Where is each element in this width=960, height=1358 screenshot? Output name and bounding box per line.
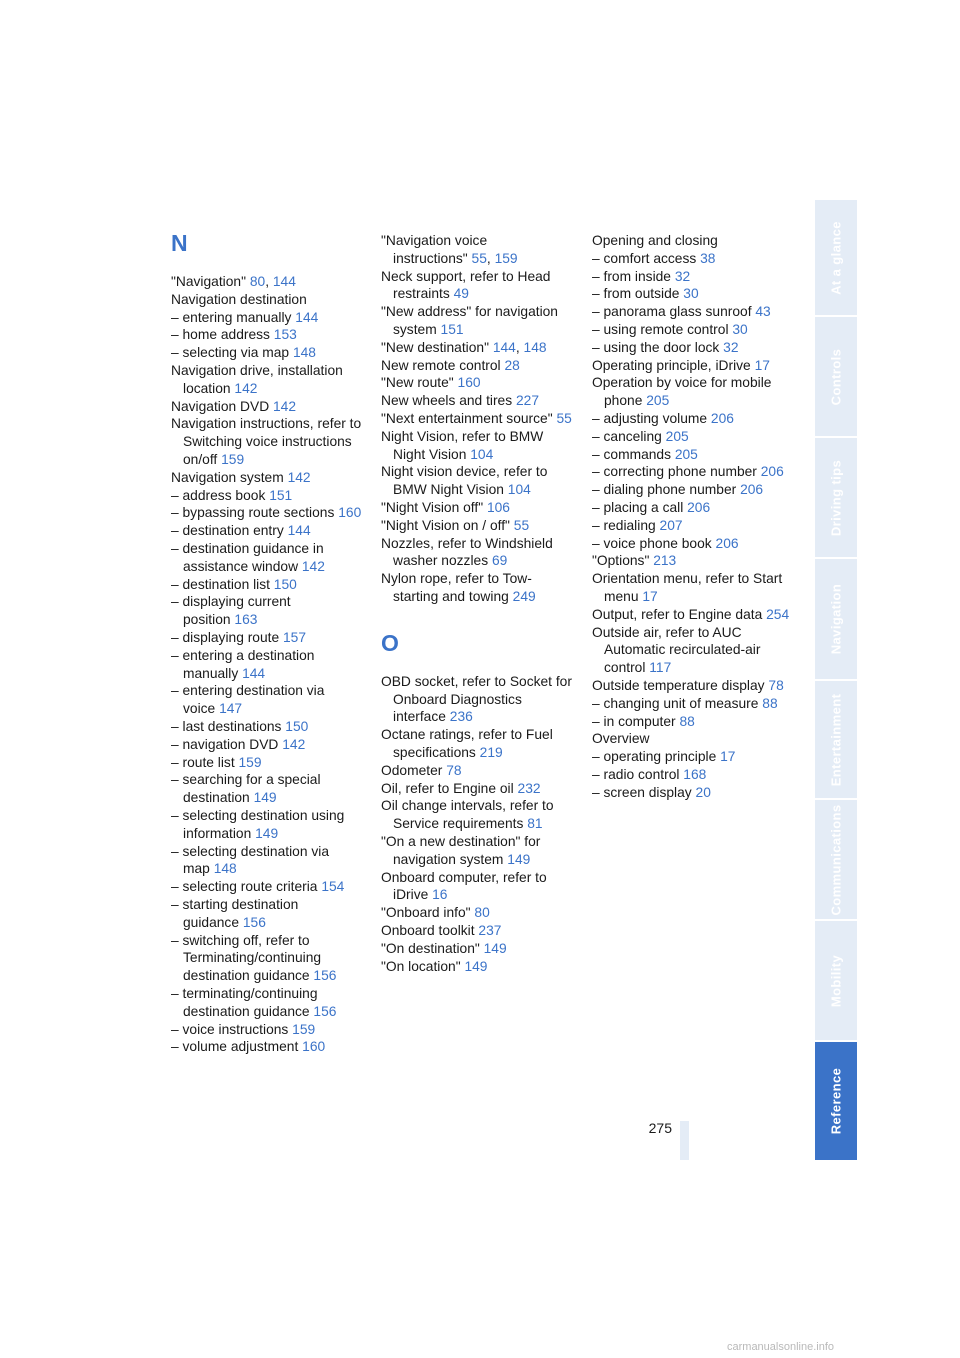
index-entry-text: Orientation menu, refer to Start menu bbox=[592, 571, 783, 604]
page-reference-link[interactable]: 149 bbox=[483, 940, 507, 956]
index-entry-text: Night Vision, refer to BMW Night Vision bbox=[381, 428, 544, 462]
index-entry-text: – operating principle bbox=[592, 749, 717, 765]
index-entry-text: – searching for a special destination bbox=[171, 772, 321, 806]
index-entry bbox=[592, 374, 797, 410]
index-entry bbox=[592, 463, 797, 481]
index-entry-text: New wheels and tires bbox=[381, 393, 513, 409]
page-reference-link[interactable]: 206 bbox=[710, 411, 734, 426]
index-entry-text: Outside air, refer to AUC Automatic recirculated-air control bbox=[592, 624, 761, 676]
index-entry-text: "On destination" bbox=[381, 940, 480, 956]
index-entry bbox=[171, 576, 366, 594]
page-reference-link[interactable]: 227 bbox=[515, 393, 540, 409]
index-entry-text: Operating principle, iDrive bbox=[592, 357, 751, 373]
index-entry-text: – destination entry bbox=[171, 523, 284, 539]
section-tab-driving-tips[interactable] bbox=[815, 436, 857, 557]
index-entry-text: "On location" bbox=[381, 958, 461, 974]
index-entry bbox=[381, 392, 576, 410]
index-entry-text: – home address bbox=[171, 327, 270, 343]
section-tab-label: Communications bbox=[828, 803, 844, 916]
index-entry bbox=[592, 730, 797, 748]
page-reference-link[interactable]: 55 bbox=[556, 411, 572, 426]
index-entry bbox=[592, 713, 797, 731]
index-entry bbox=[171, 682, 366, 718]
index-entry bbox=[592, 677, 797, 695]
index-entry bbox=[592, 428, 797, 446]
index-entry bbox=[171, 718, 366, 736]
index-entry-text: – entering a destination manually bbox=[171, 647, 315, 681]
page-reference-link[interactable]: 159 bbox=[494, 250, 518, 266]
page-reference-link[interactable]: 117 bbox=[649, 660, 672, 676]
index-entry bbox=[381, 517, 576, 535]
page-reference-link[interactable]: 55 bbox=[513, 517, 530, 533]
section-tab-label: Controls bbox=[828, 348, 844, 405]
index-entry bbox=[171, 896, 366, 932]
page-reference-link[interactable]: 168 bbox=[683, 767, 707, 782]
index-entry bbox=[171, 1021, 366, 1039]
index-entry bbox=[171, 1038, 366, 1056]
index-entry bbox=[592, 517, 797, 535]
page-reference-link[interactable]: 150 bbox=[273, 576, 297, 592]
index-entry bbox=[381, 499, 576, 517]
page-reference-link[interactable]: 81 bbox=[527, 816, 543, 832]
index-letter-heading: N bbox=[171, 230, 188, 256]
index-entry bbox=[592, 285, 797, 303]
page-reference-link[interactable]: 38 bbox=[700, 250, 716, 266]
index-entry bbox=[171, 469, 366, 487]
index-entry-text: Navigation DVD bbox=[171, 398, 270, 414]
index-entry bbox=[171, 309, 366, 327]
index-entry bbox=[592, 232, 797, 250]
index-entry-text: Neck support, refer to Head restraints bbox=[381, 268, 551, 302]
index-entry bbox=[171, 487, 366, 505]
index-entry bbox=[381, 268, 576, 304]
index-entry bbox=[592, 552, 797, 570]
watermark: carmanualsonline.info bbox=[727, 1341, 835, 1353]
section-tab-at-a-glance[interactable] bbox=[815, 198, 857, 315]
index-entry-text: – entering destination via voice bbox=[171, 683, 325, 717]
section-tab-label: Entertainment bbox=[828, 693, 844, 786]
index-entry bbox=[381, 570, 576, 606]
page-reference-link[interactable]: 148 bbox=[213, 861, 237, 877]
index-entry bbox=[381, 797, 576, 833]
page-reference-link[interactable]: 55 bbox=[471, 250, 487, 266]
section-tabs bbox=[815, 198, 857, 1160]
index-entry-text: – panorama glass sunroof bbox=[592, 304, 752, 320]
page-reference-link[interactable]: 205 bbox=[665, 428, 689, 444]
index-entry-text: – terminating/continuing destination guidance bbox=[171, 986, 318, 1019]
index-entry bbox=[171, 843, 366, 879]
section-tab-label: At a glance bbox=[828, 220, 844, 295]
index-entry-text: New remote control bbox=[381, 357, 501, 373]
index-entry bbox=[592, 766, 797, 784]
page-reference-link[interactable]: 49 bbox=[453, 286, 469, 302]
index-entry-text: – displaying route bbox=[171, 630, 280, 645]
page-reference-link[interactable]: 17 bbox=[754, 357, 770, 373]
page-reference-link[interactable]: 69 bbox=[491, 553, 508, 569]
index-entry bbox=[171, 985, 366, 1021]
page-reference-link[interactable]: 149 bbox=[507, 851, 531, 867]
section-tab-communications[interactable] bbox=[815, 798, 857, 919]
index-entry bbox=[592, 570, 797, 606]
index-entry bbox=[171, 629, 366, 647]
index-entry-text: – bypassing route sections bbox=[171, 505, 335, 521]
index-entry-text: Opening and closing bbox=[592, 233, 718, 248]
index-entry-text: "Navigation voice instructions" bbox=[381, 233, 488, 266]
index-entry-text: – comfort access bbox=[592, 250, 697, 266]
page-reference-link[interactable]: 142 bbox=[301, 558, 325, 574]
index-entry-text: "Navigation" bbox=[171, 274, 246, 289]
section-tab-label: Driving tips bbox=[828, 459, 844, 536]
section-tab-mobility[interactable] bbox=[815, 919, 857, 1040]
index-entry: "Navigation" 80, 144 bbox=[171, 274, 296, 289]
index-entry bbox=[381, 726, 576, 762]
index-entry-text: – screen display bbox=[592, 784, 692, 800]
index-entry-text: OBD socket, refer to Socket for Onboard Diagnostics interface bbox=[381, 673, 572, 725]
index-entry bbox=[171, 398, 366, 416]
page-reference-link[interactable]: 144 bbox=[242, 665, 266, 681]
index-entry bbox=[592, 321, 797, 339]
page-reference-link[interactable]: 144 bbox=[492, 339, 516, 355]
index-entry-text: – route list bbox=[171, 754, 235, 770]
page-reference-link[interactable]: 104 bbox=[470, 446, 494, 462]
page-reference-link[interactable]: 207 bbox=[659, 517, 683, 533]
page-number-bar bbox=[680, 1121, 689, 1160]
index-entry bbox=[592, 535, 797, 553]
page-reference-link[interactable]: 30 bbox=[683, 286, 699, 302]
index-entry bbox=[381, 833, 576, 869]
index-entry: "Navigation voice instructions" 55, 159 bbox=[381, 233, 518, 266]
index-entry-text: – radio control bbox=[592, 767, 680, 782]
index-entry-text: Octane ratings, refer to Fuel specifications bbox=[381, 727, 553, 760]
page-reference-link[interactable]: 159 bbox=[221, 451, 245, 467]
index-entry-text: – from outside bbox=[592, 286, 680, 302]
page-reference-link[interactable]: 159 bbox=[292, 1021, 316, 1037]
section-tab-label: Mobility bbox=[828, 954, 844, 1007]
page-reference-link[interactable]: 20 bbox=[695, 784, 711, 800]
index-entry-text: "Night Vision on / off" bbox=[381, 517, 510, 533]
page-reference-link[interactable]: 160 bbox=[457, 375, 481, 391]
page-reference-link[interactable]: 43 bbox=[755, 304, 771, 320]
index-entry-text: – canceling bbox=[592, 428, 662, 444]
index-entry-text: "On a new destination" for navigation system bbox=[381, 834, 541, 867]
index-entry bbox=[592, 624, 797, 677]
page-reference-link[interactable]: 78 bbox=[446, 762, 462, 778]
index-entry-text: – destination guidance in assistance window bbox=[171, 541, 324, 574]
index-entry bbox=[381, 780, 576, 798]
index-entry bbox=[171, 291, 366, 309]
index-entry-text: Odometer bbox=[381, 762, 443, 778]
page-reference-link[interactable]: 80 bbox=[474, 905, 490, 921]
index-entry bbox=[171, 522, 366, 540]
index-entry bbox=[381, 463, 576, 499]
page-reference-link[interactable]: 149 bbox=[253, 790, 277, 806]
page-reference-link[interactable]: 206 bbox=[740, 482, 764, 498]
index-entry-text: – redialing bbox=[592, 517, 656, 533]
index-entry bbox=[592, 303, 797, 321]
index-entry bbox=[171, 771, 366, 807]
index-entry-text: Navigation system bbox=[171, 469, 284, 485]
index-entry bbox=[592, 748, 797, 766]
index-entry bbox=[171, 344, 366, 362]
index-entry bbox=[592, 446, 797, 464]
index-entry bbox=[592, 268, 797, 286]
index-entry bbox=[381, 922, 576, 940]
index-entry: "New destination" 144, 148 bbox=[381, 339, 547, 355]
page-reference-link[interactable]: 151 bbox=[269, 487, 293, 503]
page-reference-link[interactable]: 17 bbox=[720, 749, 736, 765]
index-entry-text: "Next entertainment source" bbox=[381, 411, 553, 426]
page-reference-link[interactable]: 148 bbox=[523, 339, 547, 355]
index-entry bbox=[171, 362, 366, 398]
page-reference-link[interactable]: 142 bbox=[282, 736, 306, 752]
index-entry-text: – destination list bbox=[171, 576, 270, 592]
index-entry-text: – in computer bbox=[592, 713, 676, 729]
index-entry bbox=[592, 357, 797, 375]
index-entry-text: "New address" for navigation system bbox=[381, 304, 558, 337]
index-entry-text: Nylon rope, refer to Tow-starting and towing bbox=[381, 571, 532, 604]
page-reference-link[interactable]: 254 bbox=[766, 606, 790, 622]
index-entry-text: – voice instructions bbox=[171, 1021, 289, 1037]
page-reference-link[interactable]: 232 bbox=[517, 780, 541, 796]
page-reference-link[interactable]: 88 bbox=[679, 713, 695, 729]
index-entry-text: – adjusting volume bbox=[592, 411, 708, 426]
page-number: 275 bbox=[648, 1120, 672, 1136]
page-reference-link[interactable]: 149 bbox=[255, 825, 279, 841]
index-entry bbox=[171, 415, 366, 468]
index-entry bbox=[171, 647, 366, 683]
page-reference-link[interactable]: 142 bbox=[287, 469, 311, 485]
index-entry-text: – commands bbox=[592, 446, 671, 462]
page-reference-link[interactable]: 144 bbox=[295, 309, 319, 325]
page-reference-link[interactable]: 150 bbox=[285, 719, 309, 734]
index-entry bbox=[592, 499, 797, 517]
index-entry-text: Oil change intervals, refer to Service requirements bbox=[381, 798, 554, 832]
page-reference-link[interactable]: 163 bbox=[234, 612, 258, 628]
index-letter-heading: O bbox=[381, 629, 399, 656]
index-entry-text: – address book bbox=[171, 487, 266, 503]
page-reference-link[interactable]: 144 bbox=[272, 274, 296, 289]
index-entry bbox=[381, 428, 576, 464]
page-reference-link[interactable]: 88 bbox=[762, 695, 778, 711]
index-entry bbox=[592, 606, 797, 624]
index-entry-text: "New destination" bbox=[381, 339, 489, 355]
index-entry-text: "New route" bbox=[381, 375, 454, 391]
index-entry bbox=[171, 504, 366, 522]
page-reference-link[interactable]: 80 bbox=[249, 274, 266, 289]
index-entry-text: – selecting destination via map bbox=[171, 843, 329, 877]
index-entry-text: Onboard toolkit bbox=[381, 923, 475, 938]
page-reference-link[interactable]: 156 bbox=[242, 914, 266, 930]
index-entry-text: "Options" bbox=[592, 553, 650, 569]
index-entry-text: – selecting destination using information bbox=[171, 808, 345, 841]
page-reference-link[interactable]: 32 bbox=[674, 268, 691, 284]
page-reference-link[interactable]: 148 bbox=[292, 345, 316, 361]
index-entry-text: – last destinations bbox=[171, 719, 282, 734]
index-entry-text: – placing a call bbox=[592, 500, 684, 515]
index-entry-text: – changing unit of measure bbox=[592, 695, 759, 711]
index-entry-text: Outside temperature display bbox=[592, 678, 765, 693]
page-reference-link[interactable]: 142 bbox=[234, 380, 258, 396]
index-entry bbox=[171, 736, 366, 754]
index-entry-text: Night vision device, refer to BMW Night Vision bbox=[381, 464, 548, 498]
index-entry-text: – using the door lock bbox=[592, 339, 720, 355]
index-entry bbox=[592, 339, 797, 357]
index-entry-text: – correcting phone number bbox=[592, 464, 757, 480]
index-entry bbox=[381, 958, 576, 976]
index-entry bbox=[381, 904, 576, 922]
index-entry-text: Navigation destination bbox=[171, 291, 307, 307]
page-reference-link[interactable]: 159 bbox=[238, 754, 262, 770]
index-entry bbox=[592, 695, 797, 713]
page-reference-link[interactable]: 151 bbox=[440, 321, 464, 337]
index-entry-text: Onboard computer, refer to iDrive bbox=[381, 869, 547, 903]
page-reference-link[interactable]: 213 bbox=[653, 553, 677, 569]
page-reference-link[interactable]: 156 bbox=[313, 1003, 337, 1019]
page-reference-link[interactable]: 160 bbox=[338, 505, 362, 521]
index-entry-text: Operation by voice for mobile phone bbox=[592, 375, 772, 409]
page-reference-link[interactable]: 206 bbox=[687, 500, 711, 515]
section-tab-label: Navigation bbox=[828, 583, 844, 655]
index-entry-text: – starting destination guidance bbox=[171, 897, 299, 930]
page-reference-link[interactable]: 144 bbox=[287, 523, 311, 539]
index-entry-text: Overview bbox=[592, 731, 650, 747]
section-tab-label: Reference bbox=[828, 1067, 844, 1135]
index-entry bbox=[171, 878, 366, 896]
page-reference-link[interactable]: 160 bbox=[302, 1039, 326, 1055]
index-entry-text: – switching off, refer to Terminating/continuing destination guidance bbox=[171, 932, 322, 984]
page-reference-link[interactable]: 28 bbox=[504, 357, 520, 373]
index-entry bbox=[171, 932, 366, 985]
index-entry-text: Nozzles, refer to Windshield washer nozzles bbox=[381, 535, 553, 569]
page-reference-link[interactable]: 157 bbox=[283, 630, 307, 645]
section-tab-reference[interactable] bbox=[815, 1040, 857, 1160]
index-entry-text: – from inside bbox=[592, 268, 671, 284]
page-reference-link[interactable]: 78 bbox=[768, 678, 784, 693]
index-entry bbox=[381, 535, 576, 571]
index-entry-text: "Onboard info" bbox=[381, 905, 471, 921]
index-entry-text: Navigation drive, installation location bbox=[171, 363, 343, 396]
page-reference-link[interactable]: 249 bbox=[512, 588, 536, 604]
page-reference-link[interactable]: 32 bbox=[723, 339, 739, 355]
index-entry bbox=[171, 807, 366, 843]
page-reference-link[interactable]: 219 bbox=[479, 744, 503, 760]
index-entry-text: – navigation DVD bbox=[171, 736, 279, 752]
page-reference-link[interactable]: 147 bbox=[219, 701, 243, 717]
page-reference-link[interactable]: 104 bbox=[507, 482, 531, 498]
page-reference-link[interactable]: 154 bbox=[321, 879, 345, 895]
section-tab-navigation[interactable] bbox=[815, 557, 857, 679]
index-entry-text: – entering manually bbox=[171, 309, 292, 325]
page-reference-link[interactable]: 106 bbox=[486, 500, 510, 515]
index-entry bbox=[381, 357, 576, 375]
index-entry bbox=[381, 410, 576, 428]
index-entry bbox=[381, 303, 576, 339]
page-reference-link[interactable]: 17 bbox=[642, 588, 658, 604]
index-entry bbox=[171, 593, 366, 629]
index-entry bbox=[381, 940, 576, 958]
index-entry-text: – dialing phone number bbox=[592, 482, 737, 498]
index-entry-text: Navigation instructions, refer to Switching voice instructions on/off bbox=[171, 416, 362, 467]
index-entry bbox=[381, 374, 576, 392]
index-entry-text: Output, refer to Engine data bbox=[592, 606, 763, 622]
index-entry-text: – selecting via map bbox=[171, 345, 290, 361]
index-entry bbox=[592, 784, 797, 802]
page-reference-link[interactable]: 142 bbox=[273, 398, 297, 414]
page-reference-link[interactable]: 205 bbox=[646, 393, 670, 409]
page-reference-link[interactable]: 16 bbox=[432, 887, 448, 903]
page-reference-link[interactable]: 236 bbox=[449, 709, 473, 725]
index-entry bbox=[381, 673, 576, 726]
page-reference-link[interactable]: 30 bbox=[732, 322, 748, 337]
page-reference-link[interactable]: 149 bbox=[464, 958, 488, 974]
index-entry bbox=[592, 481, 797, 499]
page-reference-link[interactable]: 156 bbox=[313, 968, 337, 984]
index-entry-text: – volume adjustment bbox=[171, 1039, 299, 1055]
index-entry bbox=[171, 326, 366, 344]
index-entry-text: Oil, refer to Engine oil bbox=[381, 780, 514, 796]
index-entry bbox=[171, 754, 366, 772]
index-entry bbox=[592, 410, 797, 428]
index-entry-text: "Night Vision off" bbox=[381, 500, 484, 515]
page-reference-link[interactable]: 237 bbox=[478, 923, 502, 938]
index-entry-text: – using remote control bbox=[592, 322, 729, 337]
index-entry bbox=[381, 869, 576, 905]
index-entry bbox=[171, 540, 366, 576]
index-entry-text: – selecting route criteria bbox=[171, 879, 318, 895]
page-reference-link[interactable]: 205 bbox=[674, 446, 698, 462]
page-reference-link[interactable]: 206 bbox=[760, 464, 784, 480]
index-entry bbox=[381, 762, 576, 780]
page-reference-link[interactable]: 206 bbox=[715, 535, 739, 551]
index-entry-text: – displaying current position bbox=[171, 594, 291, 628]
page-reference-link[interactable]: 153 bbox=[273, 327, 297, 343]
index-entry bbox=[592, 250, 797, 268]
section-tab-entertainment[interactable] bbox=[815, 679, 857, 798]
section-tab-controls[interactable] bbox=[815, 315, 857, 436]
index-entry-text: – voice phone book bbox=[592, 535, 712, 551]
